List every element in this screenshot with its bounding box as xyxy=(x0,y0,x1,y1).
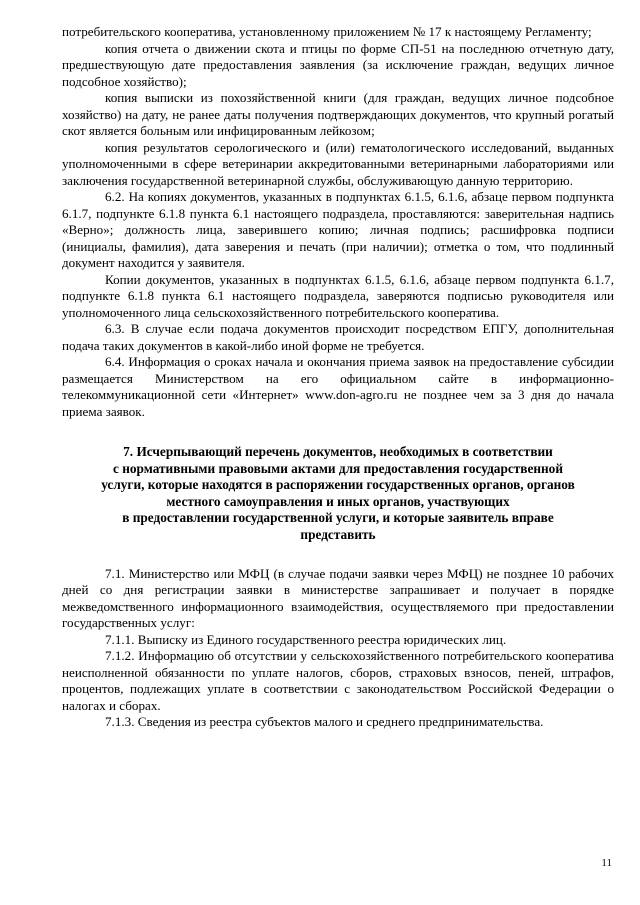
paragraph: Копии документов, указанных в подпунктах 6.1.5, 6.1.6, абзаце первом подпункта 6.1.7, подпункте 6.1.8 пункта 6.1 настоящего подраздела, заверяются подписью руководителя или уполномоченного лица сельскохозяйственного потребительского кооператива. xyxy=(62,271,614,320)
section-heading-line: 7. Исчерпывающий перечень документов, необходимых в соответствии xyxy=(123,444,553,459)
paragraph: копия выписки из похозяйственной книги (для граждан, ведущих личное подсобное хозяйство) на дату, не ранее даты получения подтверждающих документов, что крупный рогатый скот является больным или инфицированным лейкозом; xyxy=(62,90,614,138)
section-heading-line: представить xyxy=(300,526,376,542)
paragraph: копия результатов серологического и (или) гематологического исследований, выданных уполномоченными в сфере ветеринарии аккредитованными ветеринарными лабораториями или заключения государственной ветеринарной службы, обслуживающую данную территорию. xyxy=(62,139,614,188)
section-heading-line: услуги, которые находятся в распоряжении государственных органов, органов xyxy=(101,477,575,493)
page-number: 11 xyxy=(601,857,612,869)
paragraph: 6.2. На копиях документов, указанных в подпунктах 6.1.5, 6.1.6, абзаце первом подпункта 6.1.7, подпункте 6.1.8 пункта 6.1 настоящего подраздела, проставляются: заверительная надпись «Верно»; должность лица, заверившего копию; личная подпись; расшифровка подписи (инициалы, фамилия), дата заверения и печать (при наличии); отметка о том, что подлинный документ находится у заявителя. xyxy=(62,189,614,270)
section-heading xyxy=(62,444,614,544)
section-heading-line: в предоставлении государственной услуги, и которые заявитель вправе xyxy=(122,510,554,526)
paragraph: копия отчета о движении скота и птицы по форме СП-51 на последнюю отчетную дату, предшествующую дате предоставления заявления (за исключение граждан, ведущих личное подсобное хозяйство); xyxy=(62,40,614,89)
section-heading-line: местного самоуправления и иных органов, участвующих xyxy=(166,493,510,509)
paragraph: 7.1.1. Выписку из Единого государственного реестра юридических лиц. xyxy=(105,631,507,647)
paragraph: потребительского кооператива, установленному приложением № 17 к настоящему Регламенту; xyxy=(62,24,592,39)
paragraph: 6.4. Информация о сроках начала и окончания приема заявок на предоставление субсидии размещается Министерством на его официальном сайте в информационно-телекоммуникационной сети «Интернет» www.don-agro.ru не позднее чем за 3 дня до начала приема заявок. xyxy=(62,354,614,419)
section-heading-line: с нормативными правовыми актами для предоставления государственной xyxy=(113,460,563,476)
paragraph: 7.1.2. Информацию об отсутствии у сельскохозяйственного потребительского кооператива неисполненной обязанности по уплате налогов, сборов, страховых взносов, пеней, штрафов, процентов, подлежащих уплате в соответствии с законодательством Российской Федерации о налогах и сборах. xyxy=(62,648,614,713)
paragraph: 7.1. Министерство или МФЦ (в случае подачи заявки через МФЦ) не позднее 10 рабочих дней со дня регистрации заявки в министерстве запрашивает и получает в порядке межведомственного информационного взаимодействия, осуществляемого при предоставлении государственных услуг: xyxy=(62,565,614,631)
paragraph: 7.1.3. Сведения из реестра субъектов малого и среднего предпринимательства. xyxy=(105,714,544,730)
paragraph: 6.3. В случае если подача документов происходит посредством ЕПГУ, дополнительная подача таких документов в какой-либо иной форме не требуется. xyxy=(62,321,614,353)
